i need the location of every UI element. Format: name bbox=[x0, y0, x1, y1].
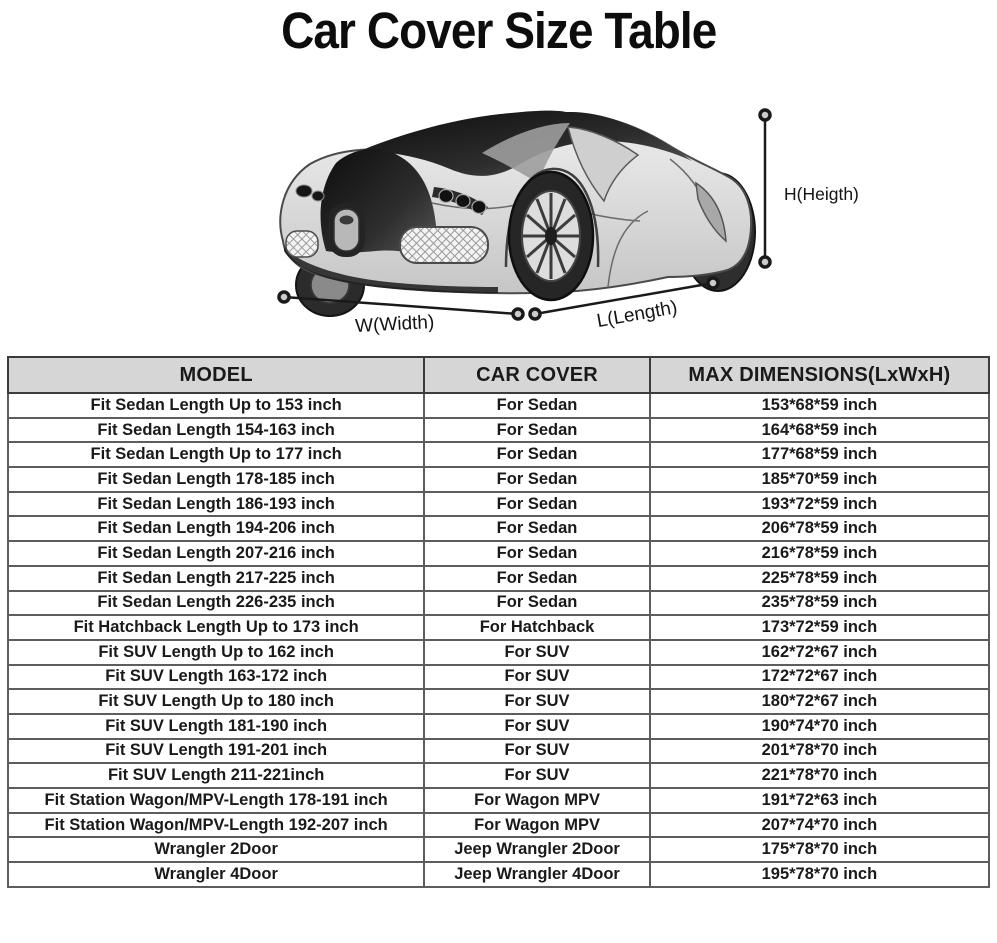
table-cell: For Sedan bbox=[424, 492, 650, 517]
table-cell: For Sedan bbox=[424, 541, 650, 566]
table-row bbox=[8, 739, 989, 764]
size-table bbox=[7, 356, 990, 888]
table-cell: 221*78*70 inch bbox=[650, 763, 989, 788]
table-cell: Fit SUV Length 163-172 inch bbox=[8, 665, 424, 690]
table-cell: For Sedan bbox=[424, 442, 650, 467]
table-cell: Fit Sedan Length 186-193 inch bbox=[8, 492, 424, 517]
height-dimension-line bbox=[760, 110, 770, 267]
table-cell: 164*68*59 inch bbox=[650, 418, 989, 443]
table-cell: For SUV bbox=[424, 665, 650, 690]
table-cell: Fit Sedan Length 194-206 inch bbox=[8, 516, 424, 541]
table-cell: 185*70*59 inch bbox=[650, 467, 989, 492]
table-row bbox=[8, 640, 989, 665]
table-cell: 162*72*67 inch bbox=[650, 640, 989, 665]
table-cell: 207*74*70 inch bbox=[650, 813, 989, 838]
table-row bbox=[8, 763, 989, 788]
table-row bbox=[8, 591, 989, 616]
page-title-row bbox=[0, 0, 997, 64]
table-row bbox=[8, 492, 989, 517]
table-cell: For Sedan bbox=[424, 591, 650, 616]
table-cell: Jeep Wrangler 4Door bbox=[424, 862, 650, 887]
table-cell: Fit Station Wagon/MPV-Length 178-191 inch bbox=[8, 788, 424, 813]
table-cell: For Sedan bbox=[424, 566, 650, 591]
table-row bbox=[8, 566, 989, 591]
table-cell: 195*78*70 inch bbox=[650, 862, 989, 887]
table-cell: 173*72*59 inch bbox=[650, 615, 989, 640]
table-cell: 201*78*70 inch bbox=[650, 739, 989, 764]
horseshoe-grille bbox=[328, 203, 365, 257]
table-cell: For Hatchback bbox=[424, 615, 650, 640]
car-illustration bbox=[280, 111, 755, 316]
front-mesh-grille bbox=[400, 227, 488, 263]
table-cell: Fit Sedan Length 217-225 inch bbox=[8, 566, 424, 591]
table-cell: 193*72*59 inch bbox=[650, 492, 989, 517]
table-cell: For Wagon MPV bbox=[424, 788, 650, 813]
table-cell: For SUV bbox=[424, 763, 650, 788]
table-row bbox=[8, 714, 989, 739]
table-cell: 235*78*59 inch bbox=[650, 591, 989, 616]
table-cell: 225*78*59 inch bbox=[650, 566, 989, 591]
side-mesh-grille bbox=[286, 231, 318, 257]
table-header-row bbox=[8, 357, 989, 393]
table-row bbox=[8, 541, 989, 566]
table-cell: For Sedan bbox=[424, 516, 650, 541]
table-cell: Fit Sedan Length Up to 177 inch bbox=[8, 442, 424, 467]
table-cell: For Sedan bbox=[424, 393, 650, 418]
page-title: Car Cover Size Table bbox=[280, 2, 717, 59]
table-cell: 206*78*59 inch bbox=[650, 516, 989, 541]
table-cell: For Wagon MPV bbox=[424, 813, 650, 838]
table-row bbox=[8, 788, 989, 813]
table-row bbox=[8, 615, 989, 640]
car-diagram-svg bbox=[0, 96, 997, 348]
table-row bbox=[8, 442, 989, 467]
table-row bbox=[8, 837, 989, 862]
table-cell: Fit SUV Length Up to 180 inch bbox=[8, 689, 424, 714]
table-cell: Fit Station Wagon/MPV-Length 192-207 inch bbox=[8, 813, 424, 838]
column-header-model: MODEL bbox=[8, 357, 424, 393]
table-cell: For Sedan bbox=[424, 467, 650, 492]
table-cell: 191*72*63 inch bbox=[650, 788, 989, 813]
table-cell: Fit SUV Length 211-221inch bbox=[8, 763, 424, 788]
table-cell: Fit Sedan Length 207-216 inch bbox=[8, 541, 424, 566]
rear-wheel bbox=[509, 172, 593, 300]
width-label: W(Width) bbox=[354, 311, 435, 338]
table-cell: Fit SUV Length 181-190 inch bbox=[8, 714, 424, 739]
table-row bbox=[8, 418, 989, 443]
table-cell: For SUV bbox=[424, 714, 650, 739]
table-row bbox=[8, 862, 989, 887]
table-cell: Fit Sedan Length 154-163 inch bbox=[8, 418, 424, 443]
table-cell: Fit Sedan Length 226-235 inch bbox=[8, 591, 424, 616]
table-cell: 190*74*70 inch bbox=[650, 714, 989, 739]
table-cell: For SUV bbox=[424, 739, 650, 764]
table-cell: For Sedan bbox=[424, 418, 650, 443]
length-label: L(Length) bbox=[595, 297, 679, 332]
table-row bbox=[8, 467, 989, 492]
car-size-diagram bbox=[0, 96, 997, 348]
table-cell: Wrangler 2Door bbox=[8, 837, 424, 862]
height-label: H(Heigth) bbox=[784, 184, 859, 204]
table-row bbox=[8, 665, 989, 690]
table-row bbox=[8, 689, 989, 714]
table-cell: 177*68*59 inch bbox=[650, 442, 989, 467]
table-cell: Fit SUV Length 191-201 inch bbox=[8, 739, 424, 764]
column-header-max-dimensions: MAX DIMENSIONS(LxWxH) bbox=[650, 357, 989, 393]
table-cell: 175*78*70 inch bbox=[650, 837, 989, 862]
table-cell: Wrangler 4Door bbox=[8, 862, 424, 887]
size-table-body bbox=[8, 393, 989, 887]
table-cell: Fit Sedan Length 178-185 inch bbox=[8, 467, 424, 492]
table-cell: 180*72*67 inch bbox=[650, 689, 989, 714]
table-cell: Fit Hatchback Length Up to 173 inch bbox=[8, 615, 424, 640]
table-row bbox=[8, 813, 989, 838]
table-cell: 172*72*67 inch bbox=[650, 665, 989, 690]
table-row bbox=[8, 393, 989, 418]
column-header-car-cover: CAR COVER bbox=[424, 357, 650, 393]
table-cell: For SUV bbox=[424, 640, 650, 665]
table-cell: Jeep Wrangler 2Door bbox=[424, 837, 650, 862]
table-row bbox=[8, 516, 989, 541]
table-cell: For SUV bbox=[424, 689, 650, 714]
table-cell: Fit Sedan Length Up to 153 inch bbox=[8, 393, 424, 418]
table-cell: 153*68*59 inch bbox=[650, 393, 989, 418]
table-cell: 216*78*59 inch bbox=[650, 541, 989, 566]
table-cell: Fit SUV Length Up to 162 inch bbox=[8, 640, 424, 665]
